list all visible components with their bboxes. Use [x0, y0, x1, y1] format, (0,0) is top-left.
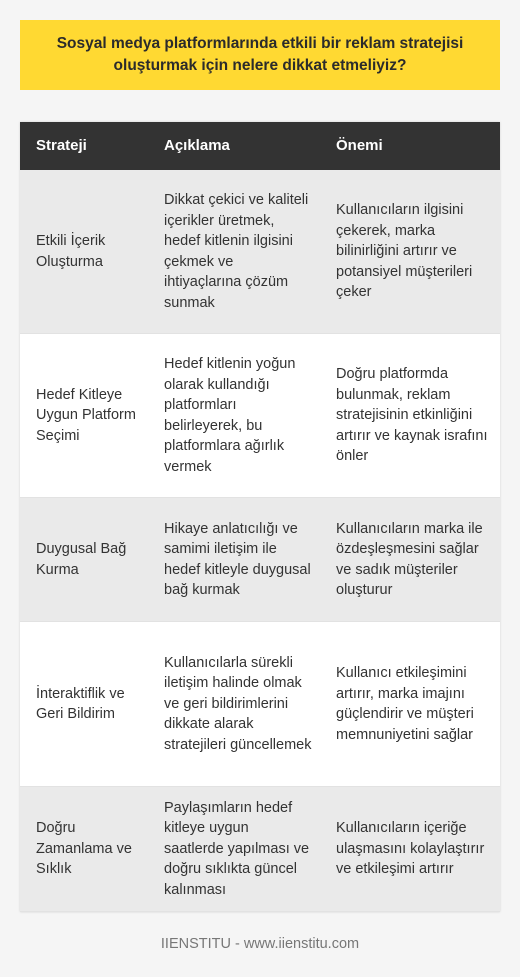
cell-description: Dikkat çekici ve kaliteli içerikler üretmek, hedef kitlenin ilgisini çekmek ve ihtiyaçlarına çözüm sunmak	[164, 192, 309, 311]
cell-strategy: Duygusal Bağ Kurma	[36, 541, 127, 578]
cell-strategy: İnteraktiflik ve Geri Bildirim	[36, 685, 125, 722]
table-row	[20, 498, 500, 622]
cell-importance: Kullanıcı etkileşimini artırır, marka imajını güçlendirir ve müşteri memnuniyetini sağlar	[336, 665, 474, 743]
cell-description: Hedef kitlenin yoğun olarak kullandığı platformları belirleyerek, bu platformlara ağırlık vermek	[164, 356, 296, 475]
table-row	[20, 170, 500, 334]
table-row	[20, 787, 500, 912]
cell-description: Hikaye anlatıcılığı ve samimi iletişim ile hedef kitleyle duygusal bağ kurmak	[164, 520, 311, 598]
cell-description: Kullanıcılarla sürekli iletişim halinde olmak ve geri bildirimlerini dikkate alarak stratejileri güncellemek	[164, 654, 312, 753]
cell-strategy: Etkili İçerik Oluşturma	[36, 233, 106, 270]
cell-importance: Kullanıcıların içeriğe ulaşmasını kolaylaştırır ve etkileşimi artırır	[336, 820, 485, 878]
cell-strategy: Hedef Kitleye Uygun Platform Seçimi	[36, 386, 136, 444]
cell-importance: Kullanıcıların ilgisini çekerek, marka bilinirliğini artırır ve potansiyel müşterileri çeker	[336, 202, 473, 301]
table-row	[20, 334, 500, 498]
cell-importance: Doğru platformda bulunmak, reklam stratejisinin etkinliğini artırır ve kaynak israfını önler	[336, 366, 488, 465]
cell-strategy: Doğru Zamanlama ve Sıklık	[36, 820, 132, 878]
footer-credit: IIENSTITU - www.iienstitu.com	[160, 936, 360, 952]
cell-description: Paylaşımların hedef kitleye uygun saatlerde yapılması ve doğru sıklıkta güncel kalınması	[164, 799, 310, 898]
header-importance: Önemi	[336, 136, 383, 154]
header-description: Açıklama	[164, 136, 230, 154]
header-strategy: Strateji	[36, 136, 87, 154]
strategy-table	[20, 122, 500, 912]
table-row	[20, 622, 500, 787]
cell-importance: Kullanıcıların marka ile özdeşleşmesini sağlar ve sadık müşteriler oluşturur	[336, 520, 483, 598]
table-header-row	[20, 122, 500, 170]
page-title: Sosyal medya platformlarında etkili bir reklam stratejisi oluşturmak için nelere dikkat etmeliyiz?	[20, 20, 500, 90]
